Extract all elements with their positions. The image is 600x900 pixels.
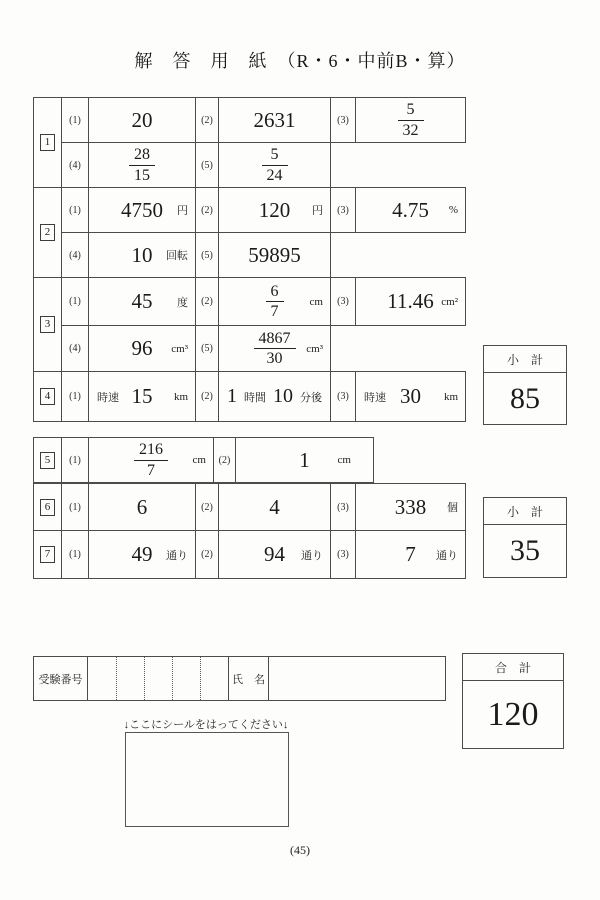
page-number: (45) (290, 843, 310, 857)
question-number-box: 7 (40, 546, 56, 563)
answer-value: 4 (269, 494, 280, 519)
fraction-numerator: 4867 (254, 329, 296, 349)
fraction-denominator: 32 (402, 121, 419, 139)
sublabel-q3-3: (3) (330, 277, 356, 326)
answer-cell-q2-2 (218, 187, 331, 233)
question-number-cell-5 (33, 437, 62, 483)
fraction-numerator: 6 (266, 282, 284, 302)
answer-value: 2631 (253, 107, 296, 132)
question-number-box: 5 (40, 452, 56, 469)
sublabel-q6-2: (2) (195, 483, 219, 531)
answer-cell-q5-2 (235, 437, 374, 483)
answer-value: 96 (131, 336, 153, 360)
answer-unit: cm (337, 454, 351, 466)
name-field (268, 656, 446, 701)
fraction-denominator: 15 (134, 166, 150, 184)
answer-unit: km (443, 390, 458, 403)
fraction-numerator: 216 (134, 440, 168, 460)
fraction-numerator: 5 (262, 145, 288, 165)
fraction (254, 329, 296, 368)
question-number-box: 6 (40, 499, 56, 516)
sublabel-q6-1: (1) (61, 483, 89, 531)
fraction (266, 282, 284, 321)
sublabel-q2-2: (2) (195, 187, 219, 233)
answer-value: 4750 (121, 197, 163, 222)
answer-prefix: 時速 (364, 391, 386, 404)
answer-unit: 回転 (166, 250, 188, 262)
answer-cell-q1-1 (88, 97, 196, 143)
sublabel-q1-5: (5) (195, 142, 219, 188)
answer-unit: km (173, 390, 188, 403)
digit-separator (200, 657, 201, 700)
sublabel-q1-4: (4) (61, 142, 89, 188)
sublabel-q1-2: (2) (195, 97, 219, 143)
answer-value: 4.75 (392, 197, 429, 222)
answer-unit: 時間 (244, 391, 266, 404)
sublabel-q5-2: (2) (213, 437, 236, 483)
answer-cell-q5-1 (88, 437, 214, 483)
fraction (129, 145, 155, 184)
answer-cell-q4-1 (88, 371, 196, 422)
answer-unit: 通り (301, 549, 323, 562)
sublabel-q4-1: (1) (61, 371, 89, 422)
answer-unit: cm³ (306, 342, 323, 355)
answer-cell-q3-5 (218, 325, 331, 372)
digit-separator (172, 657, 173, 700)
answer-cell-q6-3 (355, 483, 466, 531)
answer-cell-q2-3 (355, 187, 466, 233)
answer-cell-q3-3 (355, 277, 466, 326)
page-title: 解 答 用 紙 （R・6・中前B・算） (134, 51, 466, 71)
sublabel-q7-2: (2) (195, 530, 219, 579)
answer-unit: 円 (312, 205, 323, 217)
answer-unit: 度 (177, 296, 188, 309)
answer-cell-q1-4 (88, 142, 196, 188)
answer-cell-q7-2 (218, 530, 331, 579)
answer-value: 20 (131, 107, 153, 132)
answer-unit: 円 (177, 205, 188, 217)
answer-cell-q3-2 (218, 277, 331, 326)
answer-value: 1 (299, 447, 310, 472)
fraction-denominator: 7 (270, 303, 279, 320)
answer-unit: cm (309, 295, 323, 308)
sublabel-q3-2: (2) (195, 277, 219, 326)
fraction-denominator: 30 (266, 350, 283, 367)
answer-value: 10 (273, 385, 293, 407)
total-box (462, 653, 564, 749)
answer-cell-q6-1 (88, 483, 196, 531)
question-number-cell-7 (33, 530, 62, 579)
total-label: 合 計 (463, 654, 563, 681)
answer-cell-q4-2 (218, 371, 331, 422)
seal-box (125, 732, 289, 827)
answer-value: 7 (405, 542, 416, 566)
answer-value: 49 (131, 542, 153, 566)
answer-value: 1 (227, 385, 237, 407)
fraction-numerator: 5 (398, 100, 424, 120)
answer-value: 94 (264, 542, 285, 566)
answer-cell-q7-1 (88, 530, 196, 579)
fraction (398, 100, 424, 139)
answer-value: 338 (394, 494, 427, 519)
answer-value: 15 (131, 384, 153, 408)
question-number-box: 3 (40, 316, 56, 333)
sublabel-q2-4: (4) (61, 232, 89, 278)
seal-instruction: ↓ここにシールをはってください↓ (123, 719, 289, 731)
subtotal-box-1 (483, 345, 567, 425)
sublabel-q5-1: (1) (61, 437, 89, 483)
answer-unit: cm³ (171, 342, 188, 355)
question-number-cell-1 (33, 97, 62, 188)
fraction (134, 440, 168, 479)
question-number-cell-2 (33, 187, 62, 278)
sublabel-q4-3: (3) (330, 371, 356, 422)
answer-cell-q1-5 (218, 142, 331, 188)
question-number-cell-6 (33, 483, 62, 531)
answer-unit: 通り (166, 549, 188, 562)
fraction-numerator: 28 (129, 145, 155, 165)
answer-cell-q7-3 (355, 530, 466, 579)
sublabel-q3-1: (1) (61, 277, 89, 326)
question-number-cell-4 (33, 371, 62, 422)
subtotal-label: 小 計 (484, 498, 566, 525)
answer-prefix: 時速 (97, 391, 119, 404)
answer-value: 59895 (248, 242, 301, 267)
question-number-box: 2 (40, 224, 56, 241)
sublabel-q6-3: (3) (330, 483, 356, 531)
answer-value: 11.46 (387, 289, 434, 313)
answer-cell-q6-2 (218, 483, 331, 531)
answer-unit: cm (192, 454, 206, 466)
answer-cell-q1-2 (218, 97, 331, 143)
fraction-denominator: 24 (266, 166, 283, 184)
subtotal-value: 85 (510, 381, 540, 415)
answer-cell-q2-4 (88, 232, 196, 278)
digit-separator (116, 657, 117, 700)
name-label: 氏 名 (228, 656, 269, 701)
question-number-cell-3 (33, 277, 62, 372)
total-value: 120 (487, 695, 539, 733)
compound-answer (227, 385, 322, 408)
fraction (262, 145, 288, 184)
answer-value: 120 (258, 197, 291, 222)
question-number-box: 1 (40, 134, 56, 151)
sublabel-q3-4: (4) (61, 325, 89, 372)
subtotal-value: 35 (510, 534, 540, 567)
digit-separator (144, 657, 145, 700)
sublabel-q2-5: (5) (195, 232, 219, 278)
sublabel-q7-1: (1) (61, 530, 89, 579)
fraction-denominator: 7 (147, 461, 155, 479)
sublabel-q1-3: (3) (330, 97, 356, 143)
sublabel-q7-3: (3) (330, 530, 356, 579)
exam-number-label: 受験番号 (33, 656, 88, 701)
answer-value: 45 (131, 289, 153, 313)
answer-unit: 分後 (300, 391, 322, 404)
sublabel-q1-1: (1) (61, 97, 89, 143)
sublabel-q3-5: (5) (195, 325, 219, 372)
answer-unit: % (448, 204, 458, 216)
question-number-box: 4 (40, 388, 56, 405)
answer-unit: cm² (441, 295, 458, 308)
answer-value: 10 (131, 242, 153, 267)
answer-value: 6 (136, 494, 148, 519)
subtotal-box-2 (483, 497, 567, 578)
answer-unit: 個 (447, 502, 458, 514)
sublabel-q4-2: (2) (195, 371, 219, 422)
exam-number-field (87, 656, 229, 701)
answer-value: 30 (400, 384, 421, 408)
answer-cell-q2-5 (218, 232, 331, 278)
answer-cell-q3-4 (88, 325, 196, 372)
sublabel-q2-3: (3) (330, 187, 356, 233)
answer-cell-q2-1 (88, 187, 196, 233)
answer-cell-q4-3 (355, 371, 466, 422)
answer-unit: 通り (436, 549, 458, 562)
answer-cell-q1-3 (355, 97, 466, 143)
answer-cell-q3-1 (88, 277, 196, 326)
subtotal-label: 小 計 (484, 346, 566, 373)
sublabel-q2-1: (1) (61, 187, 89, 233)
